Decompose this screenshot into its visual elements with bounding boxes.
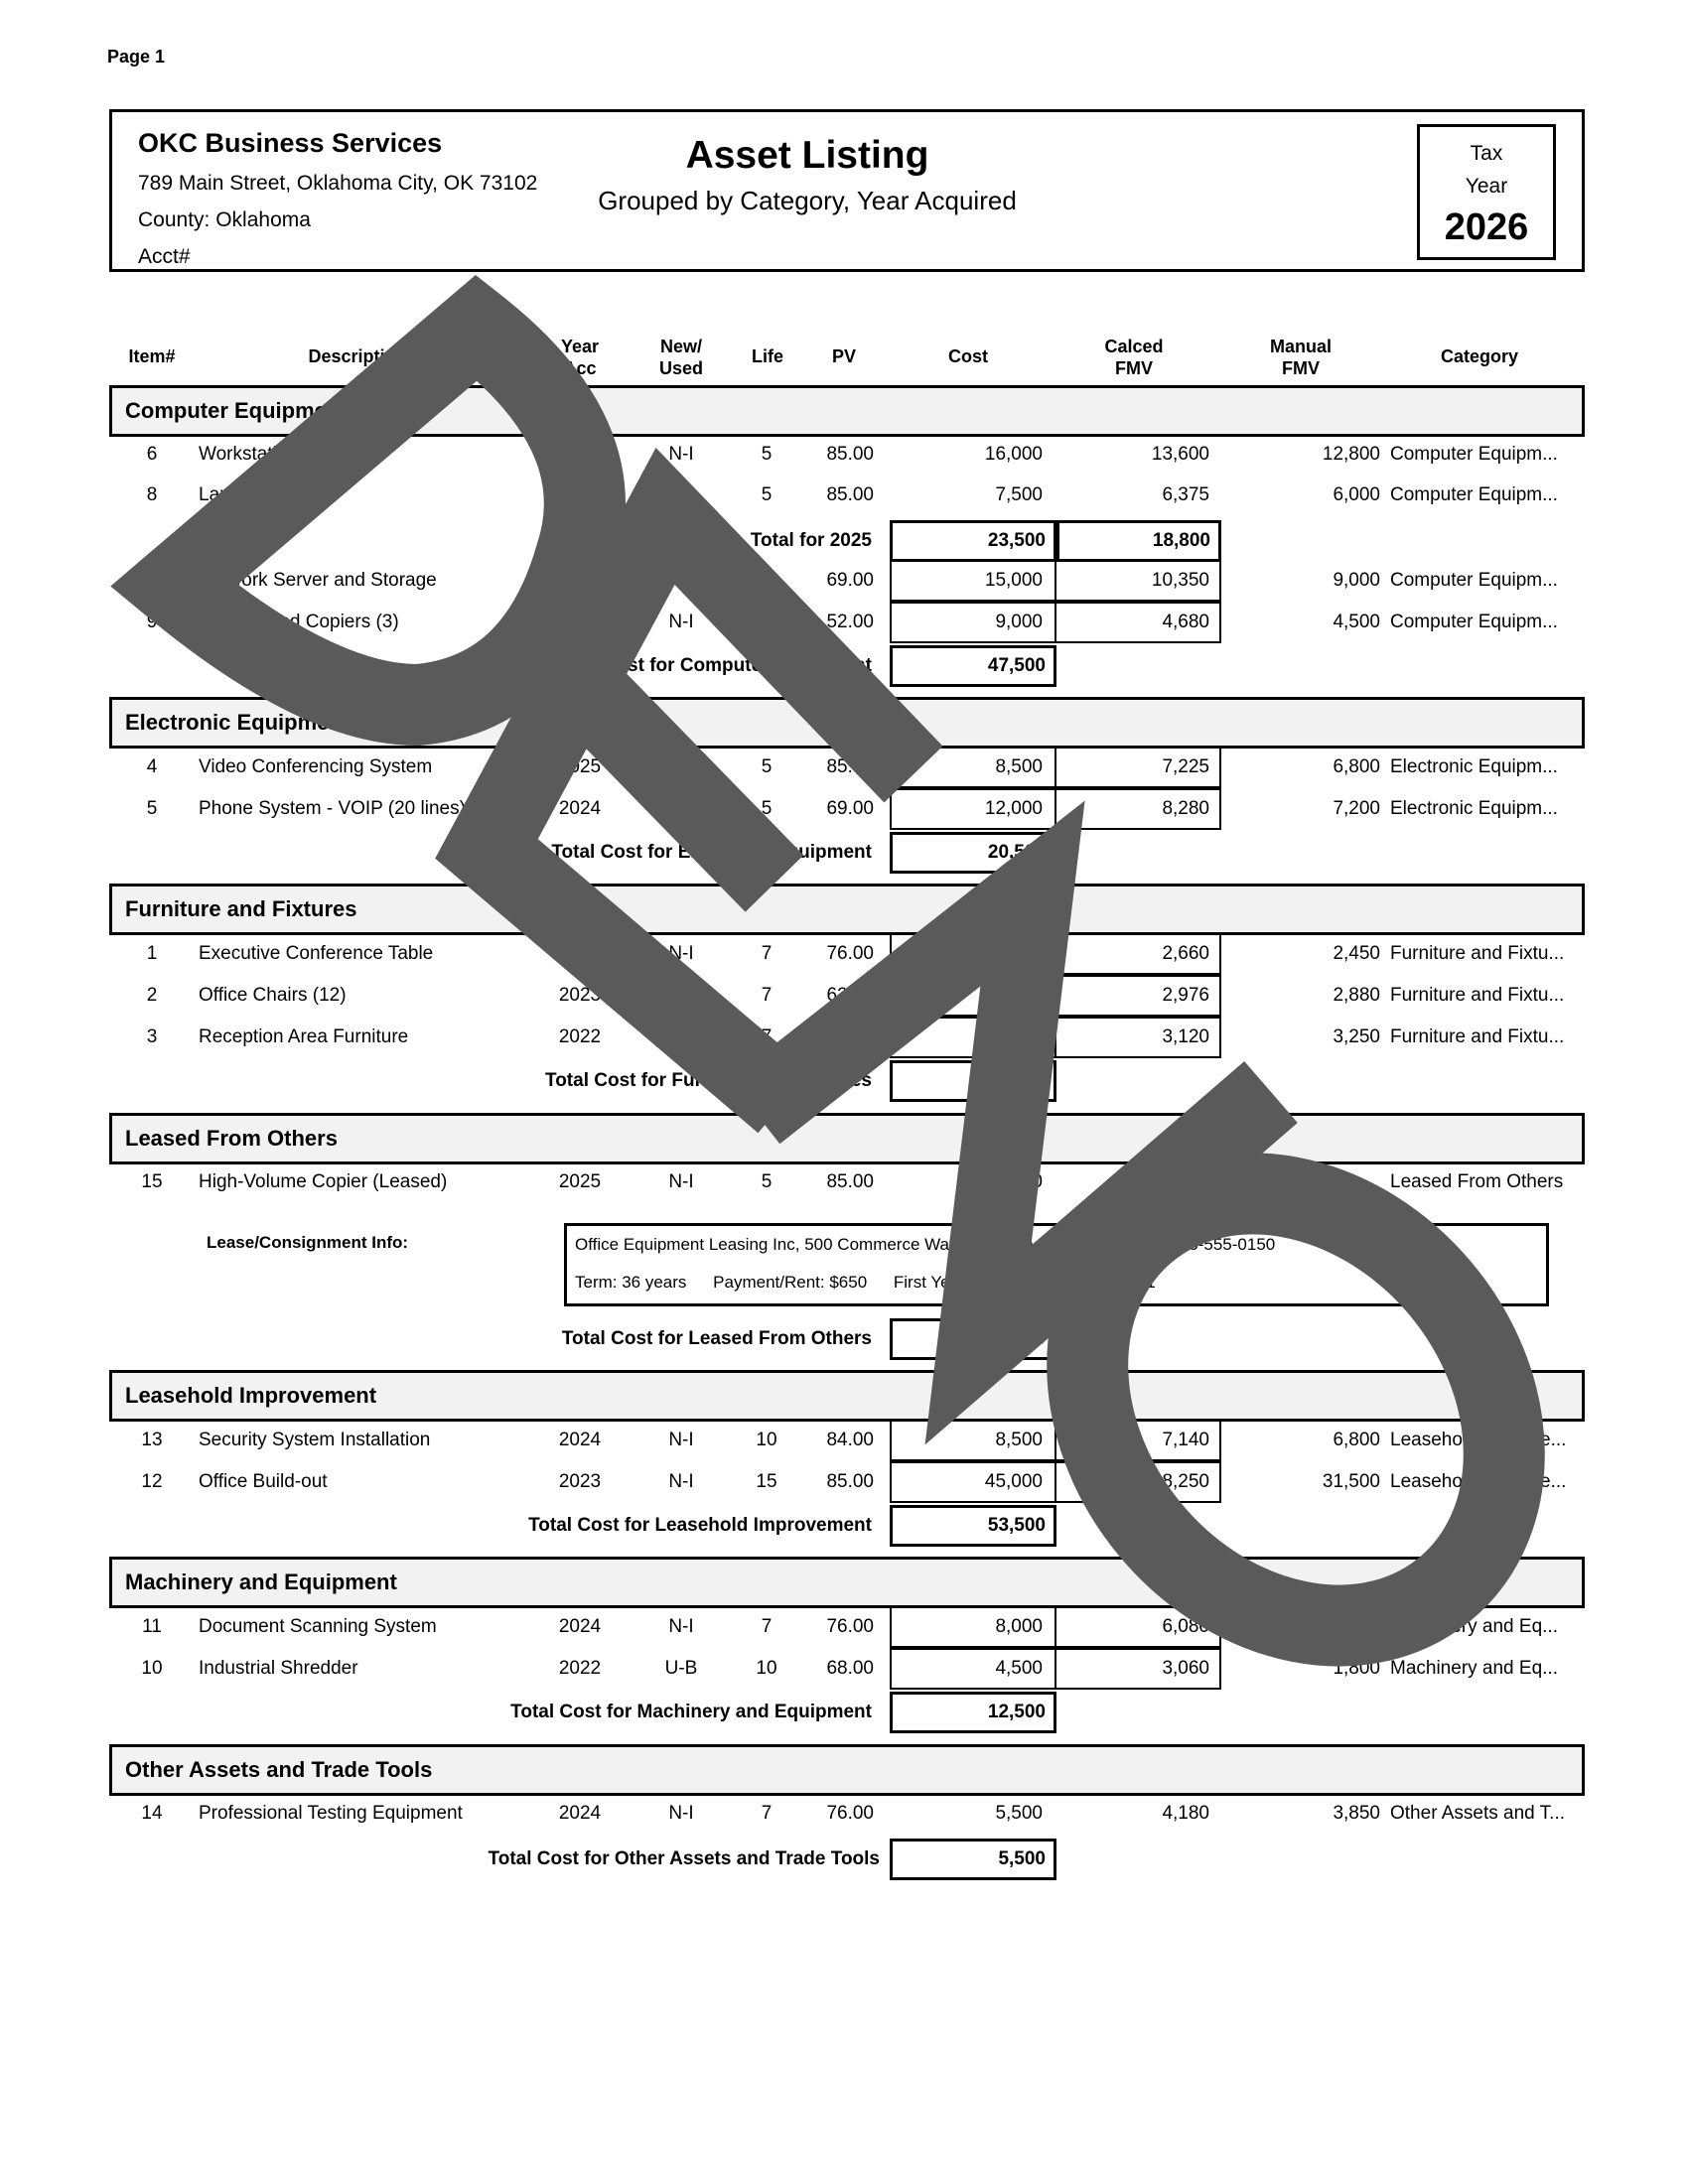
calced-fmv: 2,660 xyxy=(1162,943,1209,964)
calced-fmv: 15,300 xyxy=(1151,1171,1209,1192)
manual-fmv: 2,450 xyxy=(1333,943,1380,964)
year-acquired: 2022 xyxy=(558,1658,602,1679)
year-acquired: 2022 xyxy=(558,1026,602,1047)
cost: 12,000 xyxy=(984,798,1043,819)
category-total-label: Total Cost for Machinery and Equipment xyxy=(510,1702,872,1722)
item-description: Printers and Copiers (3) xyxy=(199,612,399,632)
new-used: N-I xyxy=(668,1171,694,1192)
category-total-label: Total Cost for Leased From Others xyxy=(561,1328,872,1349)
life: 10 xyxy=(756,1430,777,1450)
pv: 85.00 xyxy=(826,1471,874,1492)
category: Leasehold Improve... xyxy=(1390,1430,1567,1450)
pv: 52.00 xyxy=(826,612,874,632)
category-total-label: Total Cost for Furniture and Fixtures xyxy=(545,1070,872,1091)
table-row xyxy=(0,1162,1688,1202)
life: 5 xyxy=(761,444,773,465)
manual-fmv: 6,800 xyxy=(1333,756,1380,777)
item-number: 5 xyxy=(146,798,158,819)
item-number: 7 xyxy=(146,570,158,591)
item-number: 6 xyxy=(146,444,158,465)
table-row xyxy=(0,934,1688,974)
cost: 18,000 xyxy=(984,1171,1043,1192)
tax-label: Tax xyxy=(1470,142,1503,165)
calced-fmv: 6,375 xyxy=(1162,484,1209,505)
cost: 8,500 xyxy=(995,756,1043,777)
category: Machinery and Eq... xyxy=(1390,1658,1558,1679)
col-manual-fmv-line2: FMV xyxy=(1282,358,1320,378)
item-number: 14 xyxy=(141,1803,163,1824)
year-acquired: 2025 xyxy=(558,1171,602,1192)
col-calced-fmv xyxy=(1084,336,1184,379)
life: 7 xyxy=(761,1026,773,1047)
item-number: 8 xyxy=(146,484,158,505)
item-description: Security System Installation xyxy=(199,1430,431,1450)
new-used: N-I xyxy=(668,570,694,591)
calced-fmv: 6,080 xyxy=(1162,1616,1209,1637)
category-total-cost: 14,800 xyxy=(890,1060,1056,1102)
category-total-cost: 47,500 xyxy=(890,645,1056,687)
col-calced-fmv-line1: Calced xyxy=(1104,337,1164,356)
new-used: N-I xyxy=(668,1026,694,1047)
item-description: Office Build-out xyxy=(199,1471,328,1492)
category: Leased From Others xyxy=(1390,1171,1564,1192)
cost: 6,500 xyxy=(995,1026,1043,1047)
item-description: Office Chairs (12) xyxy=(199,985,347,1006)
col-year-acc-line2: Acc xyxy=(563,358,597,378)
category-total-cost: 12,500 xyxy=(890,1692,1056,1733)
category-header-machinery: Machinery and Equipment xyxy=(109,1557,1585,1608)
calced-fmv: 2,976 xyxy=(1162,985,1209,1006)
pv: 68.00 xyxy=(826,1658,874,1679)
cost: 15,000 xyxy=(984,570,1043,591)
table-row xyxy=(0,976,1688,1016)
pv: 76.00 xyxy=(826,943,874,964)
table-row xyxy=(0,603,1688,642)
calced-fmv: 8,280 xyxy=(1162,798,1209,819)
category: Furniture and Fixtu... xyxy=(1390,1026,1565,1047)
category-total-label: Total Cost for Leasehold Improvement xyxy=(528,1515,872,1536)
category: Computer Equipm... xyxy=(1390,612,1558,632)
pv: 85.00 xyxy=(826,444,874,465)
pv: 76.00 xyxy=(826,1803,874,1824)
calced-fmv: 10,350 xyxy=(1151,570,1209,591)
pv: 85.00 xyxy=(826,756,874,777)
life: 7 xyxy=(761,1616,773,1637)
new-used: N-I xyxy=(668,798,694,819)
lease-info-label: Lease/Consignment Info: xyxy=(207,1233,409,1252)
category-total-cost: 20,500 xyxy=(890,832,1056,874)
category-total-row xyxy=(0,1839,1688,1880)
manual-fmv: 9,000 xyxy=(1333,570,1380,591)
item-description: Video Conferencing System xyxy=(199,756,433,777)
pv: 85.00 xyxy=(826,484,874,505)
category-total-row xyxy=(0,1318,1688,1360)
item-description: Document Scanning System xyxy=(199,1616,437,1637)
life: 5 xyxy=(761,570,773,591)
tax-year-value: 2026 xyxy=(1444,206,1529,248)
category-header-furniture: Furniture and Fixtures xyxy=(109,884,1585,935)
manual-fmv: 3,850 xyxy=(1333,1803,1380,1824)
report-subtitle: Grouped by Category, Year Acquired xyxy=(598,186,1017,215)
new-used: N-I xyxy=(668,985,694,1006)
col-year-acc xyxy=(550,336,610,379)
item-number: 2 xyxy=(146,985,158,1006)
lease-lessor: Office Equipment Leasing Inc, 500 Commerce Way, Oklahoma City, OK 73102, 405-555-0150 xyxy=(575,1235,1276,1254)
year-acquired: 2024 xyxy=(558,943,602,964)
category: Computer Equipm... xyxy=(1390,444,1558,465)
year-acquired: 2025 xyxy=(558,756,602,777)
table-row xyxy=(0,748,1688,787)
item-number: 10 xyxy=(141,1658,163,1679)
item-description: High-Volume Copier (Leased) xyxy=(199,1171,448,1192)
table-row xyxy=(0,1649,1688,1689)
category-total-label: Total Cost for Electronic Equipment xyxy=(551,842,872,863)
category: Furniture and Fixtu... xyxy=(1390,943,1565,964)
cost: 9,000 xyxy=(995,612,1043,632)
manual-fmv: 6,800 xyxy=(1333,1430,1380,1450)
manual-fmv: 31,500 xyxy=(1322,1471,1380,1492)
life: 5 xyxy=(761,756,773,777)
pv: 62.00 xyxy=(826,985,874,1006)
category-total-row xyxy=(0,1692,1688,1733)
col-pv: PV xyxy=(831,346,856,366)
cost: 16,000 xyxy=(984,444,1043,465)
year-acquired: 2024 xyxy=(558,1430,602,1450)
year-acquired: 2025 xyxy=(558,484,602,505)
calced-fmv: 4,680 xyxy=(1162,612,1209,632)
calced-fmv: 38,250 xyxy=(1151,1471,1209,1492)
category-total-row xyxy=(0,1505,1688,1547)
item-description: Executive Conference Table xyxy=(199,943,434,964)
item-number: 15 xyxy=(141,1171,163,1192)
col-life: Life xyxy=(751,346,783,366)
tax-year-box xyxy=(1417,124,1556,260)
year-acquired: 2024 xyxy=(558,798,602,819)
calced-fmv: 7,140 xyxy=(1162,1430,1209,1450)
pv: 69.00 xyxy=(826,798,874,819)
category-total-label: Total Cost for Other Assets and Trade Tools xyxy=(488,1848,880,1869)
item-number: 9 xyxy=(146,612,158,632)
category-total-row xyxy=(0,645,1688,687)
company-acct: Acct# xyxy=(138,245,191,268)
lease-first-year: First Year of Lease: 2025 xyxy=(893,1273,1081,1292)
category-total-row xyxy=(0,832,1688,874)
manual-fmv: 12,800 xyxy=(1322,444,1380,465)
new-used: N-I xyxy=(668,1803,694,1824)
item-description: Professional Testing Equipment xyxy=(199,1803,463,1824)
cost: 45,000 xyxy=(984,1471,1043,1492)
life: 7 xyxy=(761,1803,773,1824)
category-header-other: Other Assets and Trade Tools xyxy=(109,1744,1585,1796)
company-info xyxy=(138,128,537,275)
lease-info-box xyxy=(564,1223,1549,1306)
pv: 48.00 xyxy=(826,1026,874,1047)
life: 7 xyxy=(761,943,773,964)
manual-fmv: 2,880 xyxy=(1333,985,1380,1006)
category-total-cost: 5,500 xyxy=(890,1839,1056,1880)
new-used: N-I xyxy=(668,444,694,465)
col-description: Description xyxy=(308,346,407,366)
category-header-computer: Computer Equipment xyxy=(109,385,1585,437)
table-row xyxy=(0,1794,1688,1834)
category-total-row xyxy=(0,1060,1688,1102)
cost: 8,500 xyxy=(995,1430,1043,1450)
col-new-used-line1: New/ xyxy=(659,337,702,356)
manual-fmv: 4,500 xyxy=(1333,612,1380,632)
new-used: N-I xyxy=(668,1616,694,1637)
table-row xyxy=(0,476,1688,515)
manual-fmv: 1,800 xyxy=(1333,1658,1380,1679)
manual-fmv: 7,200 xyxy=(1333,798,1380,819)
category: Leasehold Improve... xyxy=(1390,1471,1567,1492)
col-category: Category xyxy=(1440,346,1519,366)
new-used: N-I xyxy=(668,756,694,777)
subtotal-cost: 23,500 xyxy=(890,520,1056,562)
manual-fmv: 5,600 xyxy=(1333,1616,1380,1637)
report-title: Asset Listing xyxy=(685,134,929,177)
item-number: 4 xyxy=(146,756,158,777)
calced-fmv: 4,180 xyxy=(1162,1803,1209,1824)
subtotal-row xyxy=(0,520,1688,562)
col-year-acc-line1: Year xyxy=(560,337,600,356)
year-acquired: 2024 xyxy=(558,1616,602,1637)
item-number: 3 xyxy=(146,1026,158,1047)
item-number: 1 xyxy=(146,943,158,964)
cost: 7,500 xyxy=(995,484,1043,505)
category-header-electronic: Electronic Equipment xyxy=(109,697,1585,749)
year-acquired: 2024 xyxy=(558,570,602,591)
cost: 4,800 xyxy=(995,985,1043,1006)
col-new-used xyxy=(651,336,711,379)
table-row xyxy=(0,1018,1688,1057)
pv: 84.00 xyxy=(826,1430,874,1450)
company-address: 789 Main Street, Oklahoma City, OK 73102 xyxy=(138,172,538,195)
item-description: Industrial Shredder xyxy=(199,1658,358,1679)
col-cost: Cost xyxy=(948,346,988,366)
subtotal-label: Total for 2025 xyxy=(750,530,872,551)
new-used: N-I xyxy=(668,943,694,964)
item-number: 11 xyxy=(142,1616,162,1637)
table-row xyxy=(0,1462,1688,1502)
col-new-used-line2: Used xyxy=(658,358,703,378)
category-header-leased: Leased From Others xyxy=(109,1113,1585,1164)
cost: 4,500 xyxy=(995,1658,1043,1679)
new-used: N-I xyxy=(668,612,694,632)
category: Other Assets and T... xyxy=(1390,1803,1566,1824)
cost: 8,000 xyxy=(995,1616,1043,1637)
col-manual-fmv-line1: Manual xyxy=(1269,337,1332,356)
calced-fmv: 3,060 xyxy=(1162,1658,1209,1679)
col-item: Item# xyxy=(128,346,176,366)
year-acquired: 2025 xyxy=(558,444,602,465)
life: 7 xyxy=(761,985,773,1006)
life: 5 xyxy=(761,612,773,632)
life: 10 xyxy=(756,1658,777,1679)
table-row xyxy=(0,561,1688,601)
col-manual-fmv xyxy=(1251,336,1350,379)
pv: 76.00 xyxy=(826,1616,874,1637)
category-total-label: Total Cost for Computer Equipment xyxy=(553,655,872,676)
lease-term: Term: 36 years xyxy=(575,1273,687,1292)
page-number: Page 1 xyxy=(107,47,166,67)
category-total-cost: 53,500 xyxy=(890,1505,1056,1547)
lease-age: Age: 1 xyxy=(1106,1273,1156,1292)
item-description: Reception Area Furniture xyxy=(199,1026,409,1047)
life: 5 xyxy=(761,484,773,505)
category-header-leasehold: Leasehold Improvement xyxy=(109,1370,1585,1422)
manual-fmv: 3,250 xyxy=(1333,1026,1380,1047)
item-number: 13 xyxy=(141,1430,163,1450)
year-acquired: 2024 xyxy=(558,1803,602,1824)
col-calced-fmv-line2: FMV xyxy=(1115,358,1153,378)
company-county: County: Oklahoma xyxy=(138,208,311,231)
company-name: OKC Business Services xyxy=(138,128,443,158)
subtotal-fmv: 18,800 xyxy=(1056,520,1221,562)
category: Machinery and Eq... xyxy=(1390,1616,1558,1637)
year-acquired: 2023 xyxy=(558,1471,602,1492)
cost: 3,500 xyxy=(995,943,1043,964)
table-row xyxy=(0,1607,1688,1647)
new-used: N-I xyxy=(668,484,694,505)
table-row xyxy=(0,1421,1688,1460)
item-number: 12 xyxy=(141,1471,163,1492)
cost: 5,500 xyxy=(995,1803,1043,1824)
item-description: Phone System - VOIP (20 lines) xyxy=(199,798,466,819)
item-description: Network Server and Storage xyxy=(199,570,437,591)
calced-fmv: 3,120 xyxy=(1162,1026,1209,1047)
life: 15 xyxy=(756,1471,777,1492)
category: Computer Equipm... xyxy=(1390,570,1558,591)
table-row xyxy=(0,789,1688,829)
category: Computer Equipm... xyxy=(1390,484,1558,505)
category: Electronic Equipm... xyxy=(1390,798,1558,819)
new-used: N-I xyxy=(668,1471,694,1492)
calced-fmv: 13,600 xyxy=(1151,444,1209,465)
lease-terms xyxy=(575,1264,1546,1301)
calced-fmv: 7,225 xyxy=(1162,756,1209,777)
report-header xyxy=(109,109,1585,272)
manual-fmv: 6,000 xyxy=(1333,484,1380,505)
year-label: Year xyxy=(1465,175,1508,198)
life: 5 xyxy=(761,798,773,819)
item-description: Laptops (5) xyxy=(199,484,295,505)
pv: 69.00 xyxy=(826,570,874,591)
category-total-cost: 18,000 xyxy=(890,1318,1056,1360)
table-row xyxy=(0,435,1688,475)
new-used: U-B xyxy=(664,1658,698,1679)
category: Electronic Equipm... xyxy=(1390,756,1558,777)
item-description: Workstations (8) xyxy=(199,444,336,465)
report-title-block xyxy=(549,134,1065,216)
new-used: N-I xyxy=(668,1430,694,1450)
category: Furniture and Fixtu... xyxy=(1390,985,1565,1006)
year-acquired: 2023 xyxy=(558,612,602,632)
year-acquired: 2023 xyxy=(558,985,602,1006)
life: 5 xyxy=(761,1171,773,1192)
lease-payment: Payment/Rent: $650 xyxy=(713,1273,868,1292)
pv: 85.00 xyxy=(826,1171,874,1192)
